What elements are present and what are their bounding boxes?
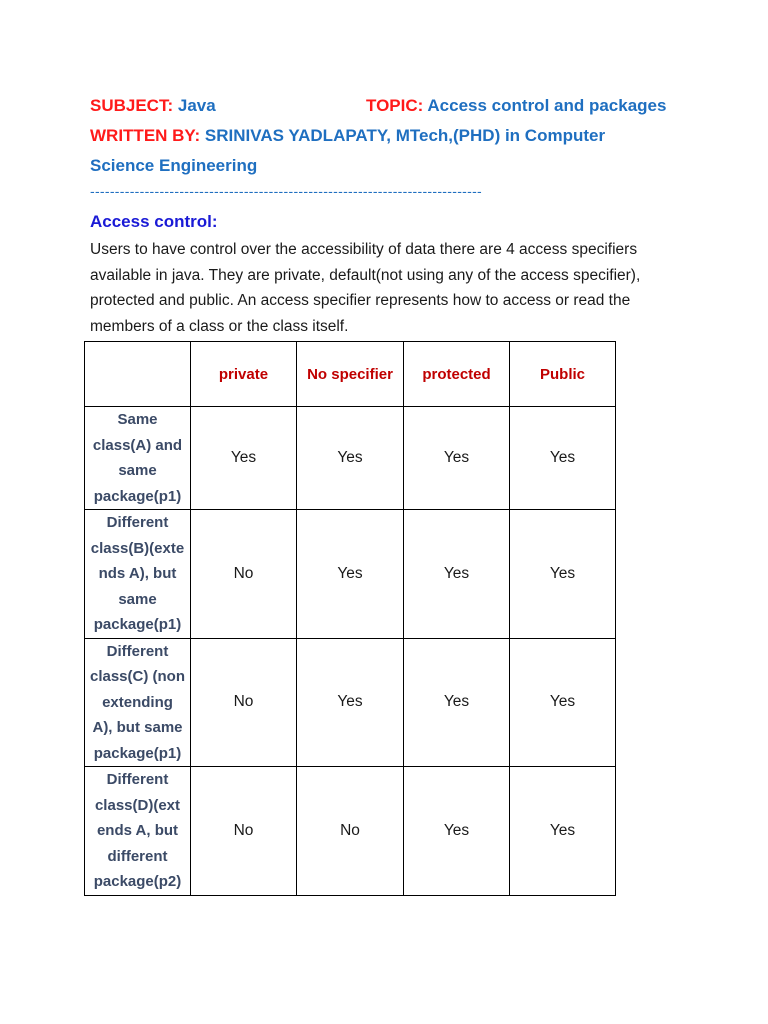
author-line xyxy=(90,126,605,146)
table-cell: Yes xyxy=(510,510,616,639)
row-header-line: class(D)(ext xyxy=(94,796,181,814)
topic-value: Access control and packages xyxy=(427,96,667,115)
row-header-line: Same xyxy=(117,411,158,428)
row-header-line: package(p2) xyxy=(93,873,182,890)
row-header-line: package(p1) xyxy=(93,744,182,762)
row-header-line: same xyxy=(118,462,157,479)
row-header-line: different xyxy=(107,847,168,865)
row-header-line: class(C) (non xyxy=(89,668,185,685)
subject-topic-line xyxy=(90,96,667,116)
subject-label: SUBJECT: xyxy=(90,96,174,115)
row-header-line: package(p1) xyxy=(93,616,182,633)
subject-value: Java xyxy=(177,96,216,115)
table-row xyxy=(85,510,616,639)
table-cell: No xyxy=(297,767,404,896)
row-header-line: ends A, but xyxy=(96,822,179,839)
divider: ------------------------------------------------------------------------------- xyxy=(90,183,483,199)
row-header-line: Different xyxy=(106,771,169,788)
table-header-cell: protected xyxy=(404,342,510,407)
row-header-line: class(A) and xyxy=(92,436,183,454)
row-header-cell xyxy=(85,510,191,639)
row-header-line: nds A), but xyxy=(98,565,177,582)
table-row xyxy=(85,767,616,896)
row-header-line: same xyxy=(118,590,157,608)
section-paragraph: Users to have control over the accessibility of data there are 4 access specifiers available in java. They are private, default(not using any of the access specifier), protected and public. An access specifier represents how to access or read the members of a class or the class itself. xyxy=(90,241,641,335)
author-value: SRINIVAS YADLAPATY, MTech,(PHD) in Computer xyxy=(204,126,606,145)
table-cell: No xyxy=(191,510,297,639)
table-cell: Yes xyxy=(297,638,404,767)
row-header-line: package(p1) xyxy=(93,487,182,505)
table-cell: Yes xyxy=(404,638,510,767)
section-heading: Access control: xyxy=(90,212,218,231)
topic-label: TOPIC: xyxy=(366,96,424,115)
table-cell: Yes xyxy=(510,767,616,896)
table-header-cell: No specifier xyxy=(297,342,404,407)
table-row xyxy=(85,638,616,767)
author-line-continued: Science Engineering xyxy=(90,156,258,175)
topic xyxy=(366,96,666,116)
table-header-row xyxy=(85,342,616,407)
table-cell: Yes xyxy=(510,638,616,767)
table-cell: No xyxy=(191,767,297,896)
access-table xyxy=(84,341,616,896)
table-row xyxy=(85,407,616,510)
table-cell: Yes xyxy=(404,407,510,510)
table-cell: Yes xyxy=(191,407,297,510)
table-cell: Yes xyxy=(404,510,510,639)
table-cell: Yes xyxy=(404,767,510,896)
row-header-line: A), but same xyxy=(92,719,183,736)
written-by-label: WRITTEN BY: xyxy=(90,126,201,145)
table-header-cell xyxy=(85,342,191,407)
table-cell: Yes xyxy=(297,510,404,639)
table-header-cell: private xyxy=(191,342,297,407)
table-header-cell: Public xyxy=(510,342,616,407)
row-header-line: class(B)(exte xyxy=(90,539,185,557)
row-header-line: Different xyxy=(106,642,169,660)
row-header-cell xyxy=(85,638,191,767)
row-header-cell xyxy=(85,407,191,510)
row-header-cell xyxy=(85,767,191,896)
table-cell: No xyxy=(191,638,297,767)
row-header-line: extending xyxy=(102,693,173,711)
row-header-line: Different xyxy=(106,514,169,531)
table-cell: Yes xyxy=(297,407,404,510)
table-cell: Yes xyxy=(510,407,616,510)
